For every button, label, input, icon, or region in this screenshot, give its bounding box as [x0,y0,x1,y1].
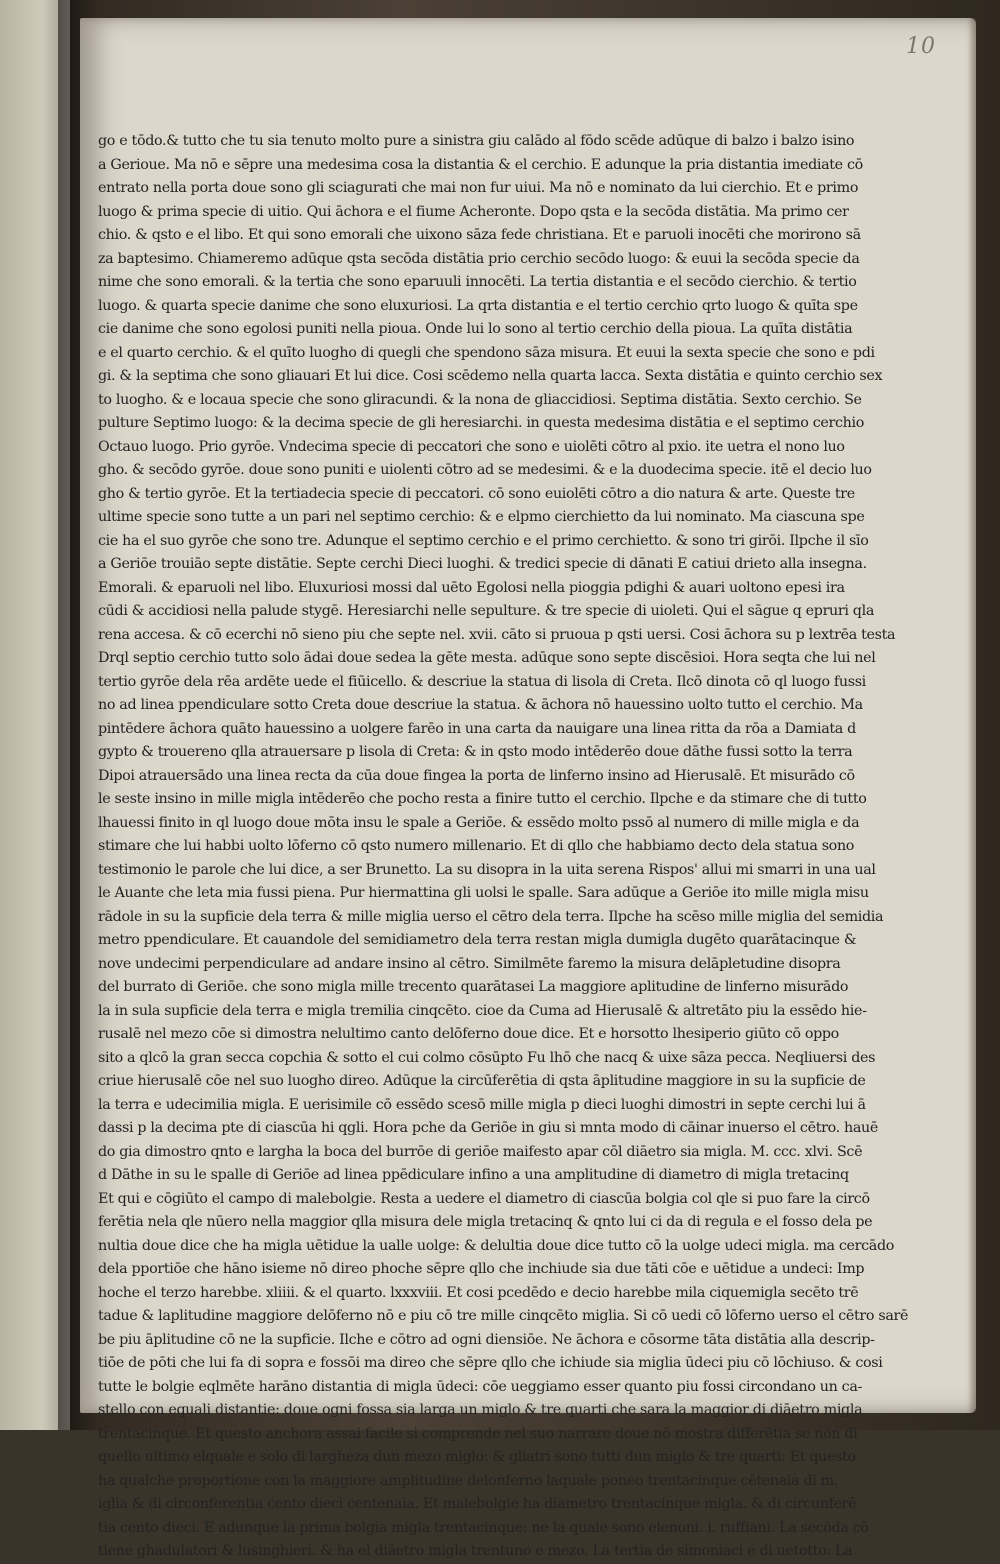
text-block [98,130,956,1564]
page-edge [968,18,976,1413]
text-line: le Auante che leta mia fussi piena. Pur hiermattina gli uolsi le spalle. Sara adūque a Geriōe ito mille migla misu [98,885,869,901]
text-line: hoche el terzo harebbe. xliiii. & el quarto. lxxxviii. Et cosi pcedēdo e decio harebbe mila ciquemigla secēto trē [98,1284,859,1301]
book-page [80,18,976,1559]
text-line: gypto & trouereno qlla atrauersare p lisola di Creta: & in qsto modo intēderēo doue dāthe fussi sotto la terra [98,744,853,760]
text-line: nove undecimi perpendiculare ad andare insino al cētro. Similmēte faremo la misura delāpletudine disopra [98,955,841,972]
text-line: tadue & laplitudine maggiore delōferno nō e piu cō tre mille cinqcēto miglia. Si cō uedi cō lōferno uerso el cētro sarē [98,1308,909,1324]
text-line: le seste insino in mille migla intēderēo che pocho resta a finire tutto el cerchio. Ilpche e da stimare che di tutto [98,791,867,807]
text-line: Dipoi atrauersādo una linea recta da cūa doue fingea la porta de linferno insino ad Hierusalē. Et misurādo cō [98,767,855,784]
text-line: stimare che lui habbi uolto lōferno cō qsto numero millenario. Et di qllo che habbiamo decto dela statua sono [98,838,855,854]
text-line: tiōe de pōti che lui fa di sopra e fossōi ma direo che sēpre qllo che ichiude sia miglia ūdeci piu cō lōchiuso. & cosi [98,1355,883,1371]
text-line: d Dāthe in su le spalle di Geriōe ad linea ppēdiculare infino a una amplitudine di diametro di migla tretacinq [98,1167,849,1183]
text-line: del burrato di Geriōe. che sono migla mille trecento quarātasei La maggiore aplitudine de linferno misurādo [98,979,849,995]
text-line: ferētia nela qle nūero nella maggior qlla misura dele migla tretacinq & qnto lui ci da di regula e el fosso dela pe [98,1214,873,1230]
text-line: nime che sono emorali. & la tertia che sono eparuuli innocēti. La tertia distantia e el secōdo cierchio. & tertio [98,274,857,290]
folio-number: 10 [906,34,936,59]
text-line: Drql septio cerchio tutto solo ādai doue sedea la gēte mesta. adūque sono septe discēsioi. Hora seqta che lui nel [98,650,876,666]
text-line: tia cento dieci. E adunque la prima bolgia migla trentacinque: ne la quale sono elenoni. i. ruffiani. La secōda cō [98,1519,869,1536]
text-line: Octauo luogo. Prio gyrōe. Vndecima specie di peccatori che sono e uiolēti cōtro al pxio. ite uetra el nono luo [98,438,845,455]
text-line: chio. & qsto e el libo. Et qui sono emorali che uixono sāza fede christiana. Et e paruoli inocēti che morirono sā [98,227,861,243]
text-line: nultia doue dice che ha migla uētidue la ualle uolge: & delultia doue dice tutto cō la uolge udeci migla. ma cercādo [98,1237,895,1254]
text-line: dela pportiōe che hāno isieme nō direo phoche sēpre qllo che inchiude sia due tāti cōe e uētidue a undeci: Imp [98,1261,865,1277]
text-line: lhauessi finito in ql luogo doue mōta insu le spale a Geriōe. & essēdo molto pssō al numero di mille migla e da [98,814,860,831]
text-line: iglia & di circonferentia cento dieci centenaia. Et malebolgie ha diametro trentacinque migla. & di circunferē [98,1496,857,1512]
text-line: testimonio le parole che lui dice, a ser Brunetto. La su disopra in la uita serena Rispos' allui mi smarri in una ual [98,861,876,878]
text-line: pintēdere āchora quāto hauessino a uolgere farēo in una carta da nauigare una linea ritta da rōa a Damiata d [98,720,856,737]
text-line: luogo. & quarta specie danime che sono eluxuriosi. La qrta distantia e el tertio cerchio qrto luogo & quīta spe [98,297,858,314]
text-line: gho. & secōdo gyrōe. doue sono puniti e uiolenti cōtro ad se medesimi. & e la duodecima specie. itē el decio luo [98,462,872,478]
text-line: gho & tertio gyrōe. Et la tertiadecia specie di peccatori. cō sono euiolēti cōtro a dio natura & arte. Queste tre [98,485,855,502]
text-line: pulture Septimo luogo: & la decima specie de gli heresiarchi. in questa medesima distātia e el septimo cerchio [98,415,864,431]
text-line: be piu āplitudine cō ne la supficie. Ilche e cōtro ad ogni diensiōe. Ne āchora e cōsorme tāta distātia alla descrip- [98,1331,875,1348]
text-line: gi. & la septima che sono gliauari Et lui dice. Cosi scēdemo nella quarta lacca. Sexta distātia e quinto cerchio sex [98,368,883,384]
text-line: za baptesimo. Chiameremo adūque qsta secōda distātia prio cerchio secōdo luogo: & euui la secōda specie da [98,250,860,267]
text-line: stello con equali distantie: doue ogni fossa sia larga un miglo & tre quarti che sara la maggior di diāetro migla [98,1402,863,1418]
text-line: tertio gyrōe dela rēa ardēte uede el fiūicello. & descriue la statua di lisola di Creta. Ilcō dinota cō ql luogo fussi [98,673,866,690]
text-line: go e tōdo.& tutto che tu sia tenuto molto pure a sinistra giu calādo al fōdo scēde adūque di balzo i balzo isino [98,133,855,149]
text-line: dassi p la decima pte di ciascūa hi qgli. Hora pche da Geriōe in giu si mnta modo di cāinar inuerso el cētro. hauē [98,1120,878,1136]
text-line: trentacinque. Et questo anchora assai facile si comprende nel suo narrare doue nō mostra differētia se non di [98,1425,858,1442]
text-line: quello ultimo elquale e solo di largheza dun mezo miglo: & gliatri sono tutti dun miglo & tre quarti: Et questo [98,1449,856,1465]
text-line: tutte le bolgie eqlmēte harāno distantia di migla ūdeci: cōe ueggiamo esser quanto piu fossi circondano un ca- [98,1378,862,1395]
text-line: no ad linea ppendiculare sotto Creta doue descriue la statua. & āchora nō hauessino uolto tutto el cerchio. Ma [98,697,863,713]
text-line: cūdi & accidiosi nella palude stygē. Heresiarchi nelle sepulture. & tre specie di uioleti. Qui el sāgue q epruri qla [98,603,875,619]
text-line: to luogho. & e locaua specie che sono gliracundi. & la nona de gliaccidiosi. Septima distātia. Sexto cerchio. Se [98,391,862,408]
text-line: rādole in su la supficie dela terra & mille miglia uerso el cētro dela terra. Ilpche ha scēso mille miglia del semidia [98,908,884,925]
text-line: metro ppendiculare. Et cauandole del semidiametro dela terra restan migla dumigla dugēto quarātacinque & [98,932,857,948]
text-line: rusalē nel mezo cōe si dimostra nelultimo canto delōferno doue dice. Et e horsotto lhesiperio giūto cō oppo [98,1026,839,1042]
text-line: do gia dimostro qnto e largha la boca del burrōe di geriōe maifesto apar cōl diāetro sia migla. M. ccc. xlvi. Scē [98,1143,863,1160]
text-line: rena accesa. & cō ecerchi nō sieno piu che septe nel. xvii. cāto si pruoua p qsti uersi. Cosi āchora su p lextrēa testa [98,626,896,643]
text-line: Emorali. & eparuoli nel libo. Eluxuriosi mossi dal uēto Egolosi nella pioggia pdighi & auari uoltono epesi ira [98,579,845,596]
text-line: a Geriōe trouiāo septe distātie. Septe cerchi Dieci luoghi. & tredici specie di dānati E catiui drieto alla insegna. [98,556,867,572]
text-line: ha qualche proportione con la maggiore amplitudine delonferno laquale poneo trentacinque cētenaia di m. [98,1472,839,1489]
text-line: cie ha el suo gyrōe che sono tre. Adunque el septimo cerchio e el primo cerchietto. & sono tri girōi. Ilpche il sīo [98,532,869,549]
text-line: sito a qlcō la gran secca copchia & sotto el cui colmo cōsūpto Fu lhō che nacq & uixe sāza pecca. Neqliuersi des [98,1049,876,1066]
text-line: ultime specie sono tutte a un pari nel septimo cerchio: & e elpmo cierchietto da lui nominato. Ma ciascuna spe [98,509,865,525]
text-line: criue hierusalē cōe nel suo luogho direo. Adūque la circūferētia di qsta āplitudine maggiore in su la supficie de [98,1073,866,1089]
text-line: la in sula supficie dela terra e migla tremilia cinqcēto. cioe da Cuma ad Hierusalē & altretāto piu la essēdo hie- [98,1002,867,1019]
text-line: Et qui e cōgiūto el campo di malebolgie. Resta a uedere el diametro di ciascūa bolgia col qle si puo fare la circō [98,1190,870,1207]
text-line: la terra e udecimilia migla. E uerisimile cō essēdo scesō mille migla p dieci luoghi dimostri in septe cerchi lui ā [98,1096,866,1113]
text-line: luogo & prima specie di uitio. Qui āchora e el fiume Acheronte. Dopo qsta e la secōda distātia. Ma primo cer [98,203,849,220]
text-line: cie danime che sono egolosi puniti nella pioua. Onde lui lo sono al tertio cerchio della pioua. La quīta distātia [98,321,853,337]
text-line: tiene ghadulatori & lusinghieri. & ha el diāetro migla trentuno e mezo. La tertia de simoniaci e di uetotto: La [98,1543,853,1559]
text-line: entrato nella porta doue sono gli sciagurati che mai non fur uiui. Ma nō e nominato da lui cierchio. Et e primo [98,180,859,196]
text-line: e el quarto cerchio. & el quīto luogho di quegli che spendono sāza misura. Et euui la sexta specie che sono e pdi [98,344,875,361]
text-line: a Gerioue. Ma nō e sēpre una medesima cosa la distantia & el cerchio. E adunque la pria distantia imediate cō [98,156,863,173]
